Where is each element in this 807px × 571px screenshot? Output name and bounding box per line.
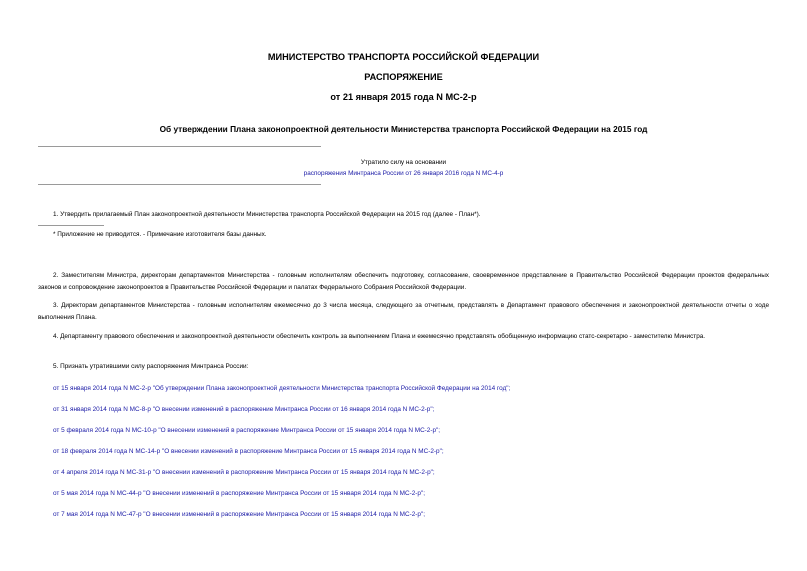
status-note-link[interactable]: распоряжения Минтранса России от 26 января 2016 года N МС-4-р (303, 170, 504, 177)
paragraph-1: 1. Утвердить прилагаемый План законопроектной деятельности Министерства транспорта Российской Федерации на 2015 год (далее - План*). (53, 211, 481, 218)
revoked-link-6[interactable]: от 5 мая 2014 года N МС-44-р "О внесении изменений в распоряжение Минтранса России от 15 января 2014 года N МС-2-р"; (53, 490, 425, 497)
document-type: РАСПОРЯЖЕНИЕ (364, 72, 443, 82)
paragraph-3: 3. Директорам департаментов Министерства - головным исполнителям ежемесячно до 3 числа месяца, следующего за отчетным, представлять в Департамент правового обеспечения и законопроектной деятельности отчеты о ходе выполнения Плана. (38, 302, 769, 321)
revoked-link-1[interactable]: от 15 января 2014 года N МС-2-р "Об утверждении Плана законопроектной деятельности Министерства транспорта Российской Федерации на 2014 год"; (53, 385, 511, 392)
divider-top (38, 146, 321, 147)
document-date-number: от 21 января 2015 года N МС-2-р (330, 92, 477, 102)
status-note (0, 157, 807, 179)
paragraph-5: 5. Признать утратившими силу распоряжения Минтранса России: (53, 363, 249, 370)
revoked-link-3[interactable]: от 5 февраля 2014 года N МС-10-р "О внесении изменений в распоряжение Минтранса России от 15 января 2014 года N МС-2-р"; (53, 427, 441, 434)
document-title: Об утверждении Плана законопроектной деятельности Министерства транспорта Российской Федерации на 2015 год (159, 124, 648, 134)
paragraph-2: 2. Заместителям Министра, директорам департаментов Министерства - головным исполнителям обеспечить подготовку, согласование, своевременное представление в Правительство Российской Федерации проектов федеральных законов и сопровождение законопроектов в Правительстве Российской Федерации и палатах Федерального Собрания Российской Федерации. (38, 272, 769, 291)
revoked-link-4[interactable]: от 18 февраля 2014 года N МС-14-р "О внесении изменений в распоряжение Минтранса России от 15 января 2014 года N МС-2-р"; (53, 448, 444, 455)
revoked-link-2[interactable]: от 31 января 2014 года N МС-8-р "О внесении изменений в распоряжение Минтранса России от 16 января 2014 года N МС-2-р"; (53, 406, 435, 413)
ministry-heading: МИНИСТЕРСТВО ТРАНСПОРТА РОССИЙСКОЙ ФЕДЕРАЦИИ (267, 52, 540, 62)
footnote: * Приложение не приводится. - Примечание изготовителя базы данных. (53, 231, 267, 238)
revoked-link-7[interactable]: от 7 мая 2014 года N МС-47-р "О внесении изменений в распоряжение Минтранса России от 15 января 2014 года N МС-2-р"; (53, 511, 425, 518)
paragraph-4: 4. Департаменту правового обеспечения и законопроектной деятельности обеспечить контроль за выполнением Плана и ежемесячно представлять обобщенную информацию статс-секретарю - заместителю Министра. (53, 333, 706, 340)
revoked-link-5[interactable]: от 4 апреля 2014 года N МС-31-р "О внесении изменений в распоряжение Минтранса России от 15 января 2014 года N МС-2-р"; (53, 469, 435, 476)
divider-bottom (38, 184, 321, 185)
status-note-text: Утратило силу на основании (360, 159, 447, 166)
footnote-divider (38, 225, 104, 226)
